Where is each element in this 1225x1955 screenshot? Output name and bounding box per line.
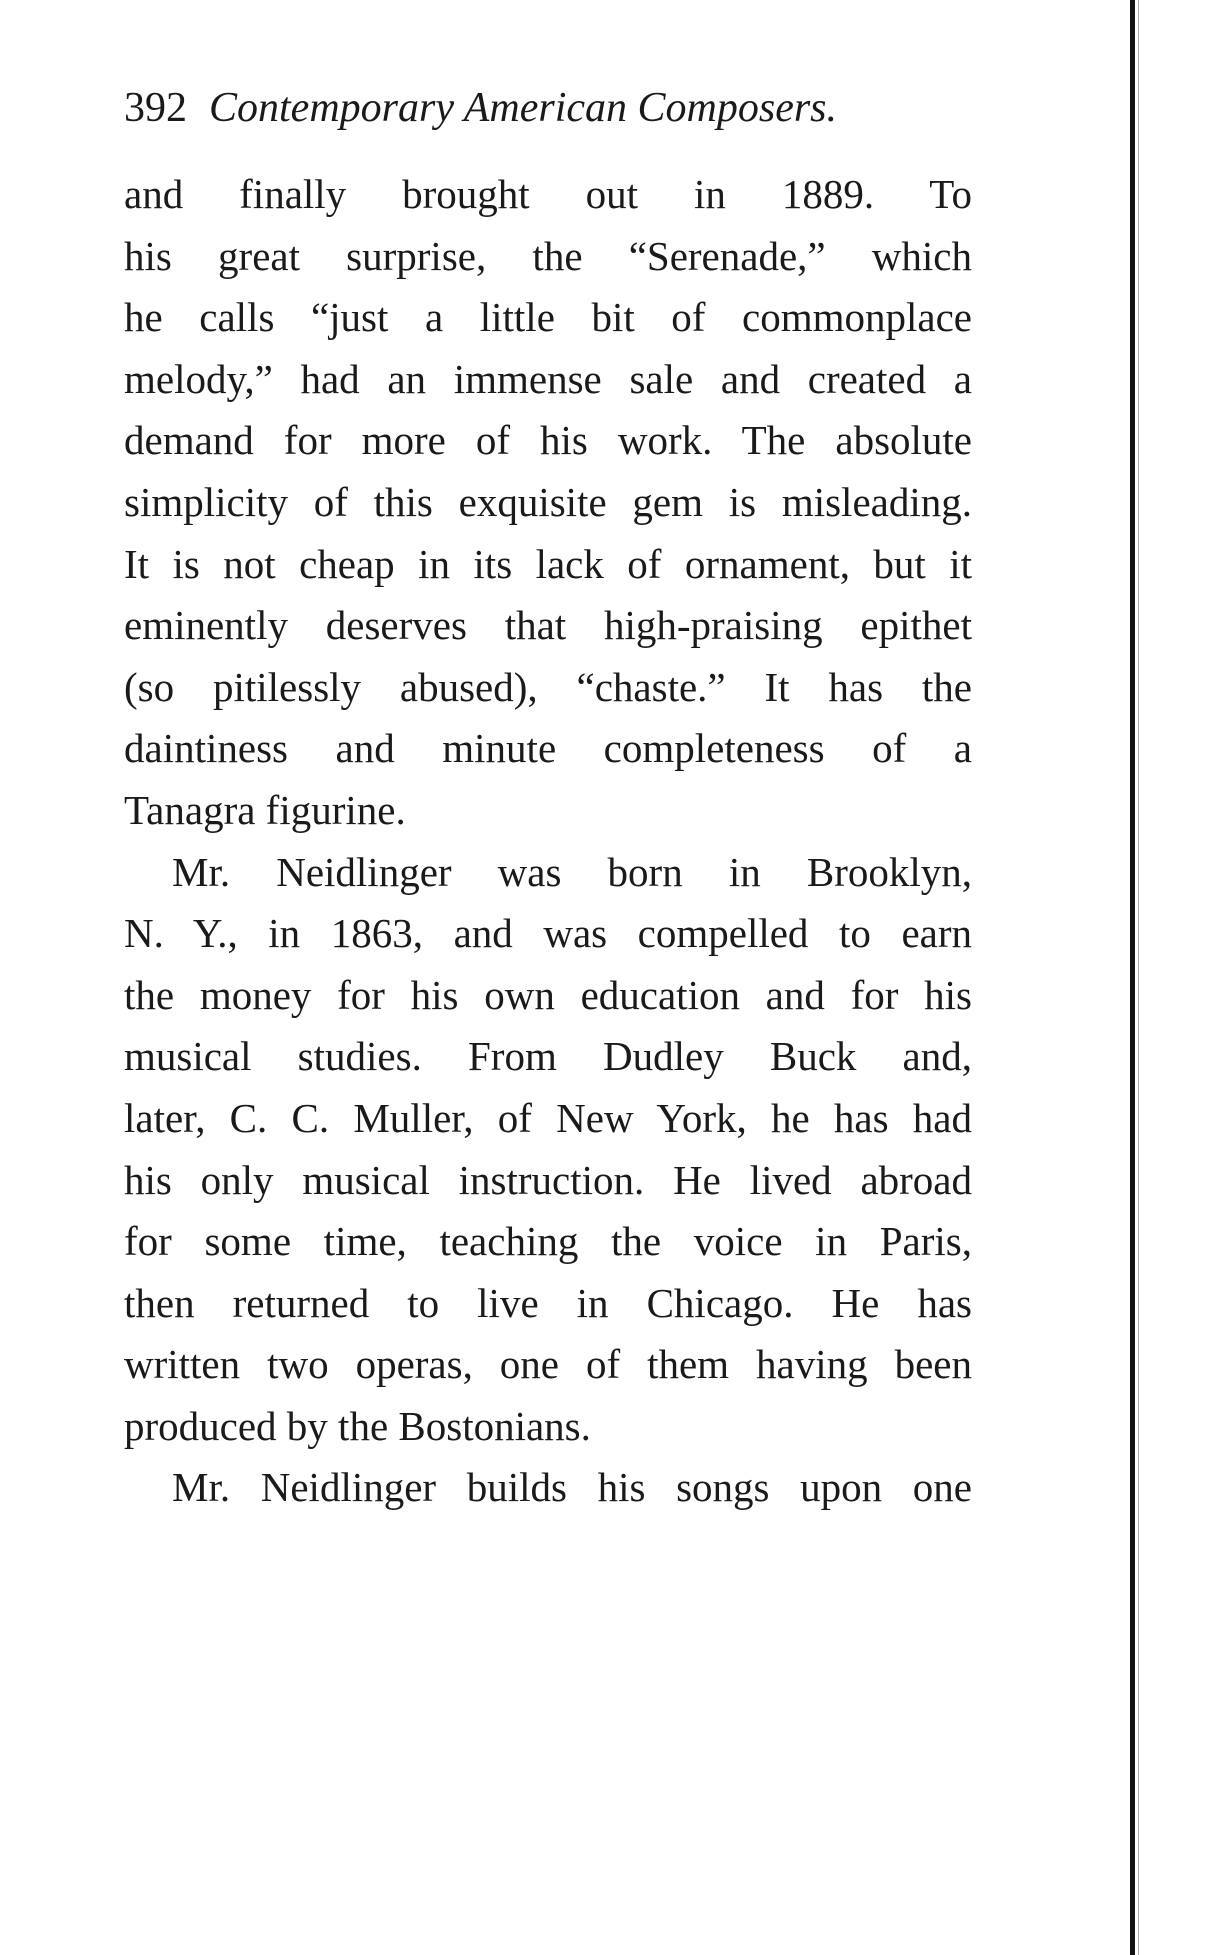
page-edge-rule [1130,0,1135,1955]
text-line: N. Y., in 1863, and was compelled to earn [124,910,972,957]
page-edge-shadow [1138,0,1139,1955]
text-line: his only musical instruction. He lived abroad [124,1156,972,1203]
page-number: 392 [124,85,187,131]
text-line: simplicity of this exquisite gem is misleading. [124,478,972,525]
running-title: Contemporary American Composers. [209,85,838,131]
text-line: he calls “just a little bit of commonplace [124,294,972,341]
text-line: for some time, teaching the voice in Paris, [124,1218,972,1265]
text-line: then returned to live in Chicago. He has [124,1279,972,1326]
text-line: and finally brought out in 1889. To [124,171,972,217]
text-line: It is not cheap in its lack of ornament, but it [124,540,972,587]
text-line: melody,” had an immense sale and created a [124,355,972,402]
page-header [124,78,984,138]
text-line: his great surprise, the “Serenade,” which [124,232,972,279]
paragraph-start: Mr. Neidlinger was born in Brooklyn, [172,848,972,895]
text-line: daintiness and minute completeness of a [124,725,972,772]
text-line: musical studies. From Dudley Buck and, [124,1033,972,1080]
text-line: later, C. C. Muller, of New York, he has had [124,1094,972,1141]
text-line: (so pitilessly abused), “chaste.” It has the [124,663,972,710]
text-line: demand for more of his work. The absolute [124,417,972,464]
paragraph-start: Mr. Neidlinger builds his songs upon one [172,1464,972,1511]
text-line: the money for his own education and for his [124,971,972,1018]
text-line: written two operas, one of them having been [124,1341,972,1388]
text-line: produced by the Bostonians. [124,1402,591,1449]
text-line: eminently deserves that high-praising epithet [124,602,972,649]
body-text [124,164,972,1519]
text-line: Tanagra figurine. [124,786,406,833]
